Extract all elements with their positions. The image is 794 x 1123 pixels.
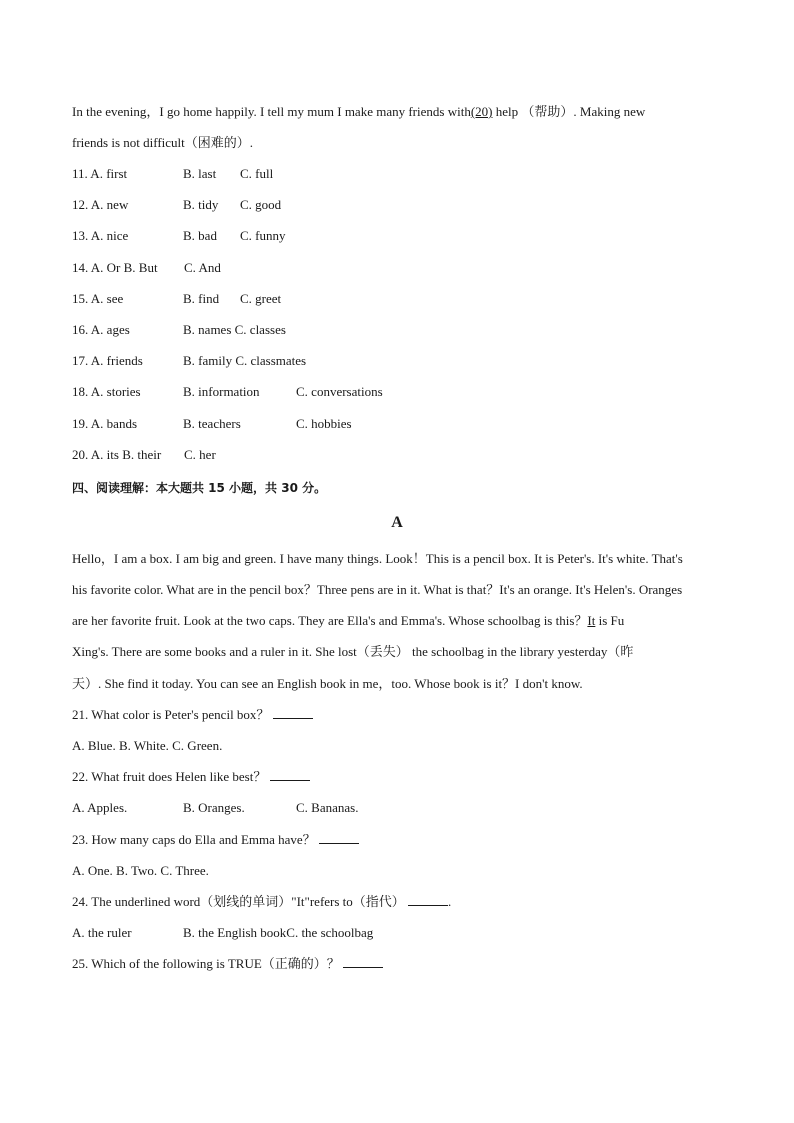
passage-line: Hello，I am a box. I am big and green. I have many things. Look！This is a pencil box. It is Peter's. It's white. That's	[72, 551, 683, 566]
answer-blank[interactable]	[270, 769, 310, 781]
option-b: B. teachers	[183, 416, 241, 431]
option-c: C. funny	[240, 228, 286, 243]
passage-line: friends is not difficult（困难的）.	[72, 135, 254, 150]
option-row-18	[72, 384, 141, 400]
question-25	[72, 956, 383, 972]
passage-line: his favorite color. What are in the pencil box？Three pens are in it. What is that？It's an orange. It's Helen's. Oranges	[72, 582, 683, 597]
option-a: 17. A. friends	[72, 353, 143, 368]
question-24-option-a: A. the ruler	[72, 925, 132, 940]
question-end: .	[448, 894, 452, 909]
answer-blank[interactable]	[273, 707, 313, 719]
option-row-13	[72, 228, 128, 244]
passage-text: are her favorite fruit. Look at the two caps. They are Ella's and Emma's. Whose schoolbag is this？	[72, 613, 588, 628]
option-c: C. conversations	[296, 384, 383, 399]
answer-blank[interactable]	[343, 956, 383, 968]
option-a: 19. A. bands	[72, 416, 137, 431]
question-22	[72, 769, 310, 785]
underlined-word: It	[587, 613, 596, 628]
question-22-option-a: A. Apples.	[72, 800, 128, 815]
option-row-17	[72, 353, 143, 369]
question-22-option-c: C. Bananas.	[296, 800, 359, 815]
question-text: 23. How many caps do Ella and Emma have？	[72, 832, 316, 847]
question-21	[72, 707, 313, 723]
question-text: 21. What color is Peter's pencil box？	[72, 707, 270, 722]
answer-blank[interactable]	[319, 832, 359, 844]
option-c: C. hobbies	[296, 416, 352, 431]
option-a: 15. A. see	[72, 291, 124, 306]
option-a: 16. A. ages	[72, 322, 130, 337]
option-c: C. full	[240, 166, 274, 181]
option-row-11	[72, 166, 127, 182]
question-22-option-b: B. Oranges.	[183, 800, 245, 815]
option-a: 11. A. first	[72, 166, 128, 181]
blank-number: (20)	[470, 104, 493, 119]
passage-text: help （帮助）. Making new	[492, 104, 646, 119]
passage-line	[72, 104, 645, 120]
option-b: B. information	[183, 384, 260, 399]
option-a: 12. A. new	[72, 197, 129, 212]
question-23	[72, 832, 359, 848]
passage-line: 天）. She find it today. You can see an English book in me，too. Whose book is it？I don't know.	[72, 676, 583, 691]
question-23-options: A. One. B. Two. C. Three.	[72, 863, 209, 878]
option-b: B. names C. classes	[183, 322, 286, 337]
section-heading: 四、阅读理解：本大题共 15 小题，共 30 分。	[72, 481, 327, 495]
option-row-19	[72, 416, 137, 432]
answer-blank[interactable]	[408, 894, 448, 906]
passage-text: In the evening，I go home happily. I tell my mum I make many friends with	[72, 104, 471, 119]
passage-title: A	[391, 514, 403, 531]
option-b: B. bad	[183, 228, 217, 243]
option-a: 18. A. stories	[72, 384, 141, 399]
option-a: 20. A. its B. their	[72, 447, 162, 462]
question-24-option-bc: B. the English bookC. the schoolbag	[183, 925, 374, 940]
option-c: C. good	[240, 197, 282, 212]
option-b: B. family C. classmates	[183, 353, 307, 368]
question-24	[72, 894, 451, 910]
passage-text: is Fu	[595, 613, 625, 628]
passage-line: Xing's. There are some books and a ruler in it. She lost（丢失） the schoolbag in the library yesterday（昨	[72, 644, 634, 659]
option-b: B. tidy	[183, 197, 219, 212]
option-row-15	[72, 291, 123, 307]
option-b: B. find	[183, 291, 220, 306]
option-c: C. her	[184, 447, 216, 462]
option-row-20	[72, 447, 161, 463]
option-c: C. greet	[240, 291, 282, 306]
option-row-12	[72, 197, 128, 213]
question-text: 25. Which of the following is TRUE（正确的）？	[72, 956, 340, 971]
option-row-16	[72, 322, 130, 338]
passage-line	[72, 613, 624, 629]
option-b: B. last	[183, 166, 217, 181]
option-a: 14. A. Or B. But	[72, 260, 158, 275]
question-text: 24. The underlined word（划线的单词）"It"refers to（指代）	[72, 894, 405, 909]
option-c: C. And	[184, 260, 221, 275]
option-a: 13. A. nice	[72, 228, 129, 243]
option-row-14	[72, 260, 158, 276]
question-text: 22. What fruit does Helen like best？	[72, 769, 267, 784]
question-21-options: A. Blue. B. White. C. Green.	[72, 738, 223, 753]
